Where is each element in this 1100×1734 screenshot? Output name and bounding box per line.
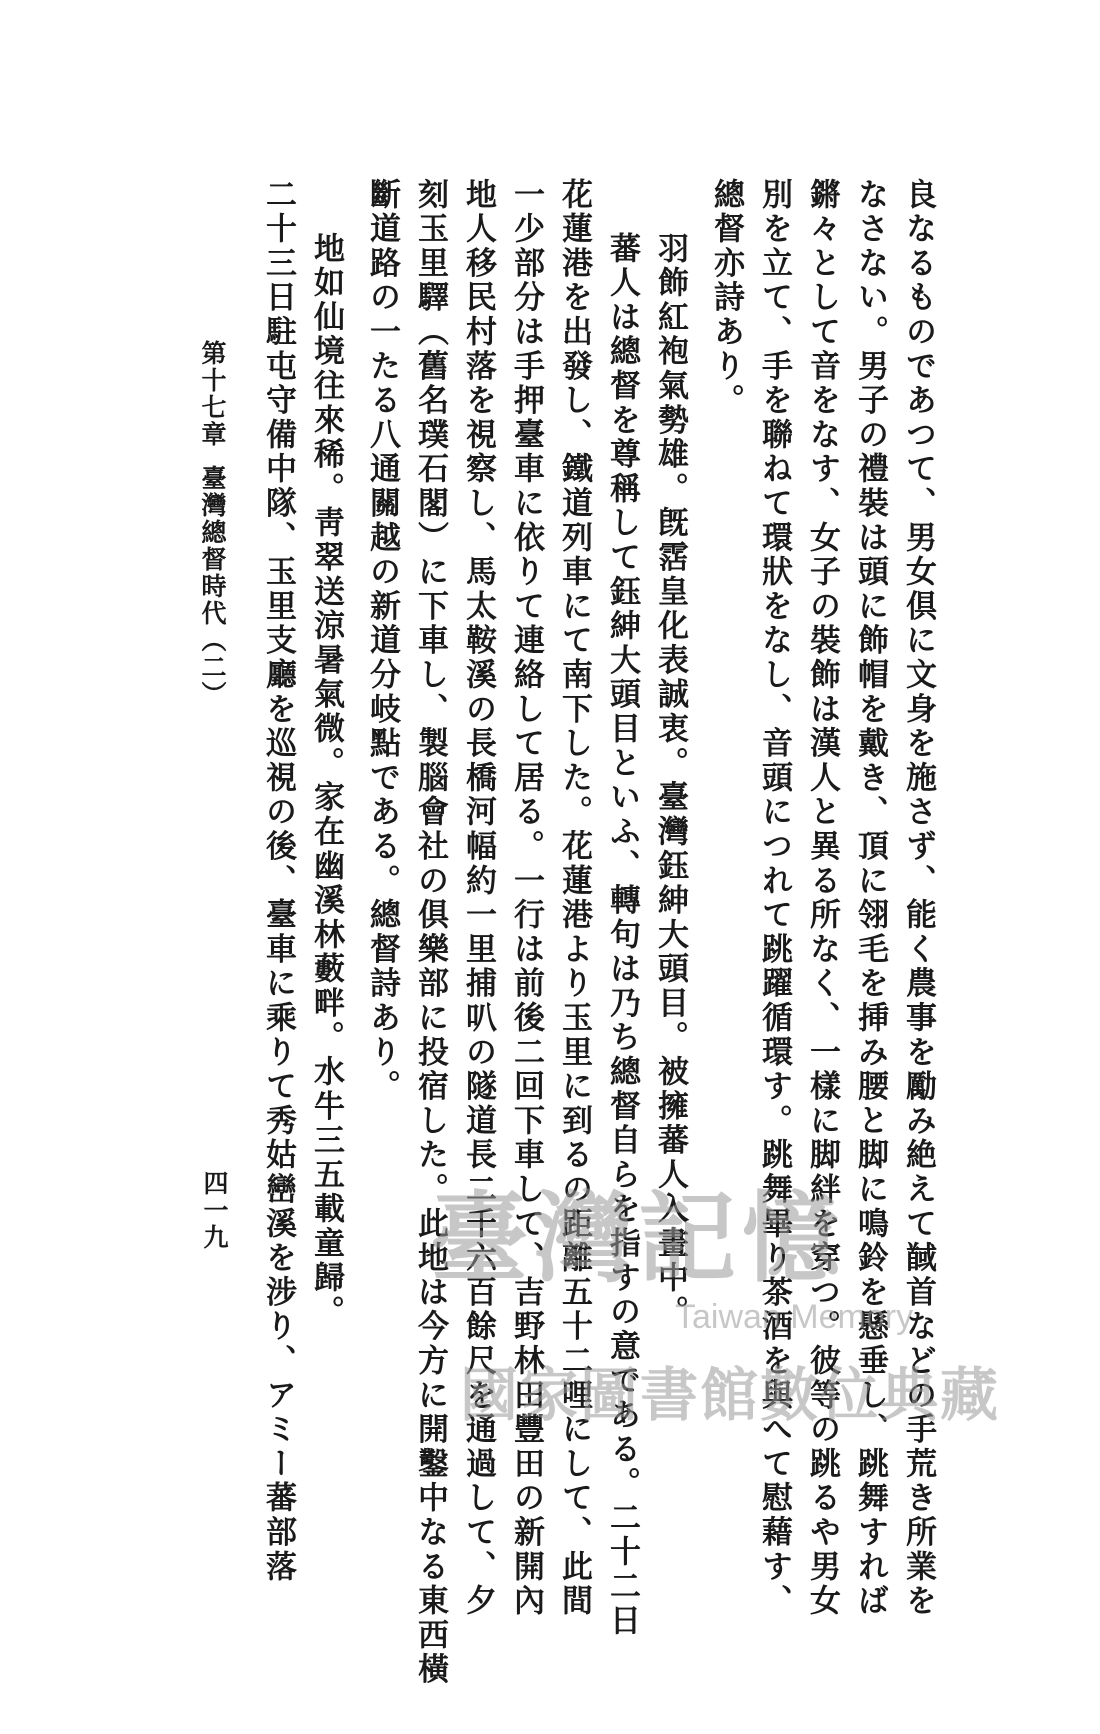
body-line-8: 花蓮港を出發し、鐵道列車にて南下した。花蓮港より玉里に到るの距離五十二哩にして、此間 bbox=[556, 178, 592, 1619]
chapter-title: 臺灣總督時代（二） bbox=[198, 465, 227, 708]
body-line-11: 刻玉里驛（舊名璞石閣）に下車し、製腦會社の俱樂部に投宿した。此地は今方に開鑿中なる東西橫 bbox=[412, 178, 448, 1688]
watermark bbox=[430, 1160, 1001, 1460]
watermark-organization: 國家圖書館數位典藏 bbox=[460, 1361, 1001, 1429]
poem-2: 地如仙境往來稀。靑翠送涼暑氣微。家在幽溪林藪畔。水牛三五載童歸。 bbox=[308, 232, 344, 1330]
watermark-subtitle: Taiwan Memory bbox=[675, 1298, 914, 1336]
body-line-1: 良なるものであつて、男女倶に文身を施さず、能く農事を勵み絶えて馘首などの手荒き所業を bbox=[900, 178, 936, 1619]
body-line-9: 一少部分は手押臺車に依りて連絡して居る。一行は前後二回下車して、吉野林田豐田の新開內 bbox=[508, 178, 544, 1619]
body-line-12: 斷道路の一たる八通關越の新道分岐點である。總督詩あり。 bbox=[364, 178, 400, 1105]
body-line-14: 二十三日駐屯守備中隊、玉里支廳を巡視の後、臺車に乘りて秀姑巒溪を涉り、アミー蕃部落 bbox=[260, 178, 296, 1585]
body-line-2: なさない。男子の禮裝は頭に飾帽を戴き、頂に翎毛を挿み腰と脚に鳴鈴を懸垂し、跳舞すれば bbox=[852, 178, 888, 1619]
body-line-3: 鏘々として音をなす、女子の裝飾は漢人と異る所なく、一樣に脚絆を穿つ。彼等の跳るや男女 bbox=[804, 178, 840, 1619]
body-line-5: 總督亦詩あり。 bbox=[708, 178, 744, 419]
poem-1: 羽飾紅袍氣勢雄。旣霑皇化表誠衷。臺灣鈺紳大頭目。被擁蕃人入畫中。 bbox=[652, 232, 688, 1330]
body-line-4: 別を立て、手を聯ねて環狀をなし、音頭につれて跳躍循環す。跳舞畢り茶酒を與へて慰藉す、 bbox=[756, 178, 792, 1619]
body-line-7: 蕃人は總督を尊稱して鈺紳大頭目といふ、轉句は乃ち總督自らを指すの意である。二十二日 bbox=[604, 232, 640, 1639]
chapter-heading: 第十七章 bbox=[198, 340, 227, 448]
watermark-logo: 臺灣記憶 bbox=[430, 1181, 847, 1296]
body-line-10: 地人移民村落を視察し、馬太鞍溪の長橋河幅約一里捕叭の隧道長二千六百餘尺を通過して、夕 bbox=[460, 178, 496, 1619]
page-number: 四一九 bbox=[200, 1170, 229, 1251]
